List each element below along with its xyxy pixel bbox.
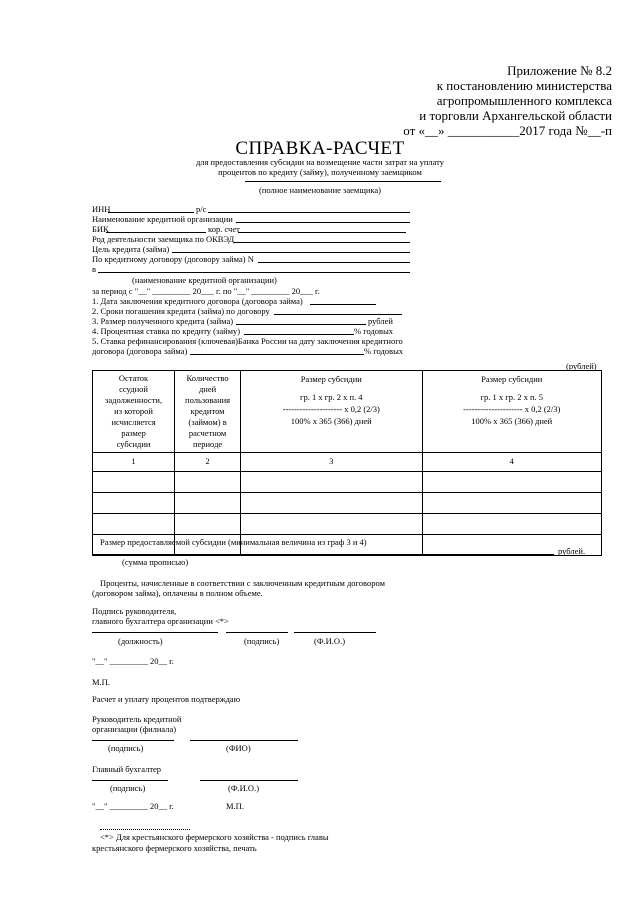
chief-accountant-fio-field[interactable] [200, 780, 298, 781]
table-row [93, 493, 602, 514]
fio-caption: (Ф.И.О.) [314, 636, 346, 646]
subsidy-2-title: Размер субсидии [481, 374, 543, 384]
date-field[interactable]: "__" _________ 20__ г. [92, 656, 174, 666]
header-subsidy-2 [422, 371, 602, 453]
table-cell[interactable] [93, 514, 175, 535]
inn-field[interactable] [108, 212, 194, 213]
item-2-label: 2. Сроки погашения кредита (займа) по договору [92, 306, 270, 316]
footnote-line-1: <*> Для крестьянского фермерского хозяйства - подпись главы [100, 832, 329, 842]
appendix-line-4: и торговли Архангельской области [419, 108, 612, 123]
appendix-date-number: от «__» ___________2017 года №__-п [403, 123, 612, 138]
column-number: 2 [175, 453, 241, 472]
item-1-label: 1. Дата заключения кредитного договора (договора займа) [92, 296, 303, 306]
position-field[interactable] [92, 632, 218, 633]
chief-accountant-signature-field[interactable] [92, 780, 168, 781]
table-cell[interactable] [241, 472, 422, 493]
bank-head-fio-caption: (ФИО) [226, 743, 251, 753]
table-cell[interactable] [175, 514, 241, 535]
appendix-number: Приложение № 8.2 [507, 63, 612, 78]
subtitle-line-2: процентов по кредиту (займу), полученному заемщиком [218, 167, 422, 177]
stamp-place: М.П. [92, 677, 110, 687]
inn-label: ИНН [92, 204, 111, 214]
subsidy-1-formula-top: гр. 1 x гр. 2 x п. 4 [300, 392, 363, 402]
subsidy-2-formula-top: гр. 1 x гр. 2 x п. 5 [480, 392, 544, 402]
stamp-place-2: М.П. [226, 801, 244, 811]
okved-label: Род деятельности заемщика по ОКВЭД [92, 234, 235, 244]
table-row [93, 514, 602, 535]
item-3-unit: рублей [368, 316, 393, 326]
header-days: Количество дней пользования кредитом (займом) в расчетном периоде [175, 371, 241, 453]
appendix-line-3: агропромышленного комплекса [436, 93, 612, 108]
footnote-separator [100, 829, 190, 830]
contract-number-field[interactable] [258, 262, 410, 263]
ks-field[interactable] [238, 232, 406, 233]
table-cell[interactable] [422, 514, 602, 535]
subsidy-2-formula-mid: --------------------- x 0,2 (2/3) [463, 404, 561, 414]
table-row [93, 472, 602, 493]
signature-field[interactable] [226, 632, 288, 633]
bank-head-signature-field[interactable] [92, 740, 174, 741]
bank-head-fio-field[interactable] [190, 740, 298, 741]
goal-field[interactable] [172, 252, 410, 253]
table-cell[interactable] [175, 472, 241, 493]
confirm-label: Расчет и уплату процентов подтверждаю [92, 694, 241, 704]
interest-paid-line-1: Проценты, начисленные в соответствии с заключенным кредитным договором [100, 578, 385, 588]
item-1-field[interactable] [310, 304, 376, 305]
signature-caption: (подпись) [244, 636, 280, 646]
chief-accountant-fio-caption: (Ф.И.О.) [228, 783, 260, 793]
subsidy-2-formula-bottom: 100% x 365 (366) дней [471, 416, 553, 426]
table-number-row [93, 453, 602, 472]
subsidy-amount-label: Размер предоставляемой субсидии (минимальная величина из граф 3 и 4) [100, 537, 367, 547]
chief-accountant-signature-caption: (подпись) [110, 783, 146, 793]
item-5-label-line-2: договора (договора займа) [92, 346, 188, 356]
credit-org-label: Наименование кредитной организации [92, 214, 233, 224]
bank-head-signature-caption: (подпись) [108, 743, 144, 753]
rs-field[interactable] [208, 212, 410, 213]
subsidy-table [92, 370, 602, 556]
in-label: в [92, 264, 97, 274]
goal-label: Цель кредита (займа) [92, 244, 170, 254]
appendix-line-2: к постановлению министерства [436, 78, 612, 93]
document-title: СПРАВКА-РАСЧЕТ [235, 138, 405, 159]
item-5-field[interactable] [190, 354, 364, 355]
subsidy-1-title: Размер субсидии [300, 374, 362, 384]
borrower-name-line[interactable] [245, 181, 441, 182]
credit-org-name-field[interactable] [98, 272, 410, 273]
rs-label: р/с [196, 204, 207, 214]
subtitle-line-1: для предоставления субсидии на возмещение части затрат на уплату [195, 157, 445, 167]
table-cell[interactable] [422, 493, 602, 514]
column-number: 1 [93, 453, 175, 472]
date-field-2[interactable]: "__" _________ 20__ г. [92, 801, 174, 811]
position-caption: (должность) [118, 636, 163, 646]
header-loan-balance: Остаток ссудной задолженности, из которой исчисляется размер субсидии [93, 371, 175, 453]
table-cell[interactable] [93, 493, 175, 514]
header-subsidy-1 [241, 371, 422, 453]
item-4-label: 4. Процентная ставка по кредиту (займу) [92, 326, 241, 336]
signature-label-line-1: Подпись руководителя, [92, 606, 177, 616]
rubles-label: рублей. [558, 546, 586, 556]
item-3-field[interactable] [236, 324, 366, 325]
period-field[interactable]: за период с "__" _________ 20___ г. по "__" _________ 20___ г. [92, 286, 320, 296]
ks-label: кор. счет [208, 224, 240, 234]
item-5-label-line-1: 5. Ставка рефинансирования (ключевая)Банка России на дату заключения кредитного [92, 336, 403, 346]
bik-field[interactable] [106, 232, 206, 233]
bank-head-label-line-1: Руководитель кредитной [92, 714, 182, 724]
table-cell[interactable] [422, 472, 602, 493]
okved-field[interactable] [234, 242, 410, 243]
subsidy-1-formula-mid: --------------------- x 0,2 (2/3) [282, 404, 380, 414]
table-cell[interactable] [93, 472, 175, 493]
fio-field[interactable] [294, 632, 376, 633]
table-unit: (рублей) [566, 361, 597, 371]
interest-paid-line-2: (договором займа), оплачены в полном объеме. [92, 588, 263, 598]
table-cell[interactable] [241, 514, 422, 535]
table-header-row [93, 371, 602, 453]
contract-label: По кредитному договору (договору займа) N [92, 254, 254, 264]
signature-label-line-2: главного бухгалтера организации <*> [92, 616, 229, 626]
item-5-unit: % годовых [364, 346, 404, 356]
chief-accountant-label: Главный бухгалтер [92, 764, 162, 774]
item-3-label: 3. Размер полученного кредита (займа) [92, 316, 234, 326]
sum-caption: (сумма прописью) [122, 557, 189, 567]
table-cell[interactable] [175, 493, 241, 514]
item-4-unit: % годовых [354, 326, 394, 336]
footnote-line-2: крестьянского фермерского хозяйства, печать [92, 843, 257, 853]
column-number: 4 [422, 453, 602, 472]
subsidy-1-formula-bottom: 100% x 365 (366) дней [290, 416, 372, 426]
column-number: 3 [241, 453, 422, 472]
subsidy-amount-field[interactable] [92, 554, 554, 555]
borrower-caption: (полное наименование заемщика) [258, 185, 382, 195]
item-4-field[interactable] [244, 334, 354, 335]
bank-head-label-line-2: организации (филиала) [92, 724, 177, 734]
bik-label: БИК [92, 224, 109, 234]
credit-org-field[interactable] [236, 222, 410, 223]
credit-org-caption: (наименование кредитной организации) [132, 275, 277, 285]
table-cell[interactable] [241, 493, 422, 514]
item-2-field[interactable] [274, 314, 402, 315]
